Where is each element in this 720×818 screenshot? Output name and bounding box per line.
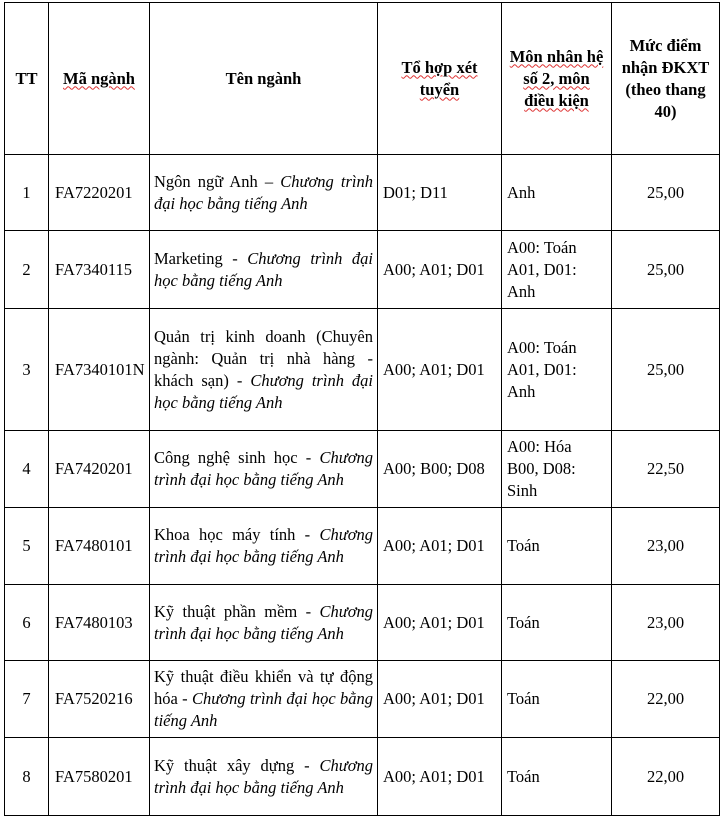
header-tt: TT <box>5 3 49 155</box>
table-row <box>5 738 720 816</box>
table-row <box>5 431 720 508</box>
cell-ten-nganh <box>150 661 378 738</box>
ten-italic: Chương trình đại học bằng tiếng Anh <box>154 370 373 412</box>
table-row <box>5 155 720 231</box>
ten-plain: Marketing - <box>154 248 248 268</box>
cell-tt: 1 <box>5 155 49 231</box>
cell-tt: 4 <box>5 431 49 508</box>
cell-ten-nganh <box>150 738 378 816</box>
cell-ma-nganh: FA7420201 <box>49 431 150 508</box>
cell-ma-nganh: FA7220201 <box>49 155 150 231</box>
cell-to-hop: D01; D11 <box>378 155 502 231</box>
cell-diem: 22,50 <box>612 431 720 508</box>
cell-mon: Toán <box>502 585 612 661</box>
cell-tt: 2 <box>5 231 49 309</box>
cell-diem: 25,00 <box>612 309 720 431</box>
ten-plain: Khoa học máy tính - <box>154 525 320 544</box>
admission-table <box>4 2 720 816</box>
ten-italic: Chương trình đại học bằng tiếng Anh <box>154 448 373 489</box>
cell-tt: 3 <box>5 309 49 431</box>
cell-mon: Toán <box>502 738 612 816</box>
ten-plain: Kỹ thuật phần mềm - <box>154 601 320 621</box>
cell-to-hop: A00; A01; D01 <box>378 309 502 431</box>
table-row <box>5 585 720 661</box>
table-row <box>5 231 720 309</box>
cell-diem: 25,00 <box>612 155 720 231</box>
table-row <box>5 508 720 585</box>
table-row <box>5 309 720 431</box>
cell-diem: 22,00 <box>612 738 720 816</box>
ten-italic: Chương trình đại học bằng tiếng Anh <box>154 689 373 730</box>
header-row <box>5 3 720 155</box>
cell-to-hop: A00; A01; D01 <box>378 231 502 309</box>
cell-ten-nganh <box>150 155 378 231</box>
cell-diem: 23,00 <box>612 585 720 661</box>
header-ma-nganh: Mã ngành <box>49 3 150 155</box>
cell-ma-nganh: FA7480103 <box>49 585 150 661</box>
cell-ma-nganh: FA7580201 <box>49 738 150 816</box>
ten-italic: Chương trình đại học bằng tiếng Anh <box>154 755 373 797</box>
cell-to-hop: A00; A01; D01 <box>378 738 502 816</box>
cell-ten-nganh <box>150 431 378 508</box>
cell-ma-nganh: FA7340115 <box>49 231 150 309</box>
ten-italic: Chương trình đại học bằng tiếng Anh <box>154 525 373 566</box>
cell-tt: 5 <box>5 508 49 585</box>
ten-italic: Chương trình đại học bằng tiếng Anh <box>154 171 373 213</box>
cell-diem: 23,00 <box>612 508 720 585</box>
ten-italic: Chương trình đại học bằng tiếng Anh <box>154 248 373 290</box>
cell-to-hop: A00; A01; D01 <box>378 585 502 661</box>
cell-mon: A00: Toán A01, D01: Anh <box>502 231 612 309</box>
cell-to-hop: A00; A01; D01 <box>378 508 502 585</box>
cell-mon: A00: Toán A01, D01: Anh <box>502 309 612 431</box>
ten-plain: Quản trị kinh doanh (Chuyên ngành: Quản trị nhà hàng - khách sạn) - <box>154 326 373 390</box>
cell-ma-nganh: FA7480101 <box>49 508 150 585</box>
cell-mon: A00: Hóa B00, D08: Sinh <box>502 431 612 508</box>
cell-ten-nganh <box>150 231 378 309</box>
header-ten-nganh: Tên ngành <box>150 3 378 155</box>
ten-plain: Công nghệ sinh học - <box>154 448 320 467</box>
cell-mon: Anh <box>502 155 612 231</box>
cell-ma-nganh: FA7520216 <box>49 661 150 738</box>
ten-plain: Kỹ thuật xây dựng - <box>154 755 320 775</box>
cell-ten-nganh <box>150 309 378 431</box>
header-mon: Môn nhân hệ số 2, môn điều kiện <box>502 3 612 155</box>
cell-mon: Toán <box>502 508 612 585</box>
cell-tt: 6 <box>5 585 49 661</box>
cell-ten-nganh <box>150 585 378 661</box>
ten-plain: Ngôn ngữ Anh – <box>154 171 281 191</box>
cell-tt: 7 <box>5 661 49 738</box>
cell-tt: 8 <box>5 738 49 816</box>
cell-ma-nganh: FA7340101N <box>49 309 150 431</box>
cell-diem: 22,00 <box>612 661 720 738</box>
table-row <box>5 661 720 738</box>
header-diem: Mức điểm nhận ĐKXT (theo thang 40) <box>612 3 720 155</box>
header-to-hop: Tổ hợp xét tuyển <box>378 3 502 155</box>
cell-to-hop: A00; A01; D01 <box>378 661 502 738</box>
cell-ten-nganh <box>150 508 378 585</box>
ten-italic: Chương trình đại học bằng tiếng Anh <box>154 601 373 643</box>
ten-plain: Kỹ thuật điều khiển và tự động hóa - <box>154 667 373 708</box>
cell-diem: 25,00 <box>612 231 720 309</box>
cell-to-hop: A00; B00; D08 <box>378 431 502 508</box>
cell-mon: Toán <box>502 661 612 738</box>
